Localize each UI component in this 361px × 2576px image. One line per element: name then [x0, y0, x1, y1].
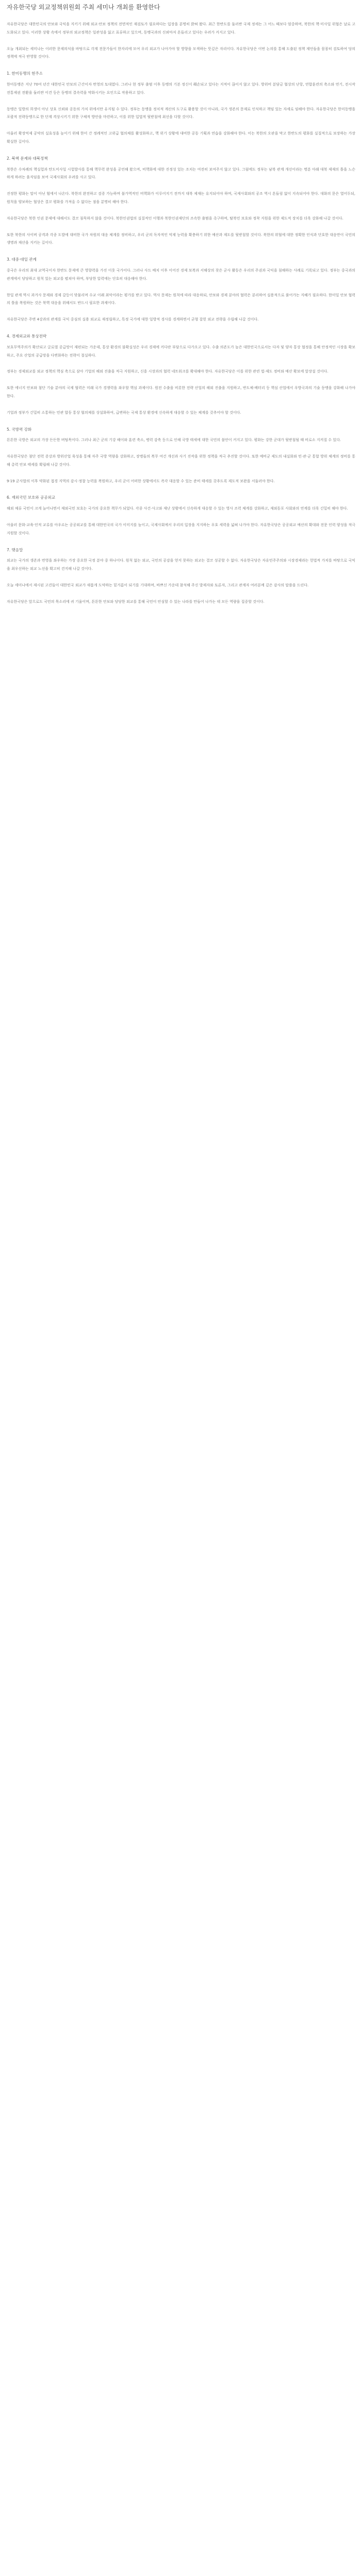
body-paragraph: 해외 체류 국민이 크게 늘어나면서 재외국민 보호는 국가의 중요한 책무가 되었다. 각종 사건·사고와 재난 상황에서 신속하게 대응할 수 있는 영사 조력 체계를 강화하고, 재외동포 사회와의 연계를 더욱 긴밀히 해야 한다.: [7, 506, 348, 511]
body-paragraph: 기업과 정부가 긴밀히 소통하는 민관 합동 통상 협의체를 상설화하여, 급변하는 국제 통상 환경에 신속하게 대응할 수 있는 체계를 갖추어야 할 것이다.: [7, 410, 241, 415]
body-paragraph: 중국은 우리의 최대 교역국이자 한반도 문제에 큰 영향력을 가진 이웃 국가이다. 그러나 사드 배치 이후 이어진 경제 보복과 서해상의 잦은 군사 활동은 우리의 주권과 국익을 침해하는 사례로 기록되고 있다. 정부는 중국과의 관계에서 당당하고 원칙 있는 외교를 펼쳐야 하며, 부당한 압력에는 단호히 대응해야 한다.: [7, 268, 355, 281]
document-title: 자유한국당 외교정책위원회 주최 세미나 개최를 환영한다: [7, 4, 160, 11]
document-section: [7, 332, 355, 417]
document-section: [7, 70, 355, 146]
section-heading: 1. 한미동맹의 현주소: [7, 71, 43, 76]
document-section: [7, 494, 355, 537]
document-section: [7, 155, 355, 247]
section-heading: 6. 재외국민 보호와 공공외교: [7, 495, 56, 500]
body-paragraph: 한일 관계 역시 과거사 문제와 경제 갈등이 맞물리며 수교 이래 최악이라는 평가를 받고 있다. 역사 문제는 원칙에 따라 대응하되, 안보와 경제 분야의 협력은 분리하여 실용적으로 풀어가는 지혜가 필요하다. 한미일 안보 협력의 틀을 복원하는 것은 북핵 대응을 위해서도 반드시 필요한 과제이다.: [7, 293, 355, 306]
document-section: [7, 21, 355, 61]
body-paragraph: 보호무역주의가 확산되고 글로벌 공급망이 재편되는 가운데, 통상 환경의 불확실성은 우리 경제에 커다란 부담으로 다가오고 있다. 수출 의존도가 높은 대한민국으로서는 다자 및 양자 통상 협정을 통해 안정적인 시장을 확보하고, 주요 산업의 공급망을 다변화하는 전략이 절실하다.: [7, 345, 355, 358]
body-paragraph: 자유한국당은 북한 인권 문제에 대해서도 결코 침묵하지 않을 것이다. 북한인권법의 실질적인 이행과 북한인권재단의 조속한 출범을 촉구하며, 탈북민 보호와 정착 지원을 위한 제도적 장치를 더욱 강화해 나갈 것이다.: [7, 216, 343, 221]
body-paragraph: 정부는 경제외교를 외교 정책의 핵심 축으로 삼아 기업의 해외 진출을 적극 지원하고, 신흥 시장과의 협력 네트워크를 확대해야 한다. 자유한국당은 이를 위한 관련 법·제도 정비와 예산 확보에 앞장설 것이다.: [7, 369, 329, 374]
section-heading: 3. 대중·대일 관계: [7, 257, 37, 262]
document-body: [7, 21, 355, 2576]
body-paragraph: 자유한국당은 주변 4강과의 관계를 국익 중심의 실용 외교로 재정립하고, 특정 국가에 대한 일방적 경사를 경계하면서 균형 잡힌 외교 전략을 수립해 나갈 것이다.: [7, 317, 259, 322]
body-paragraph: 진정한 평화는 말이 아닌 힘에서 나온다. 북한의 완전하고 검증 가능하며 불가역적인 비핵화가 이루어지기 전까지 대북 제재는 유지되어야 하며, 국제사회와의 공조 역시 흔들림 없이 지속되어야 한다. 대화의 문은 열어두되, 원칙을 양보하는 협상은 결코 평화를 가져올 수 없다는 점을 분명히 해야 한다.: [7, 192, 355, 204]
body-paragraph: 동맹은 일방의 희생이 아닌 상호 신뢰와 공동의 가치 위에서만 유지될 수 있다. 정부는 동맹을 정치적 계산의 도구로 활용할 것이 아니라, 국가 생존의 문제로 인식하고 책임 있는 자세로 임해야 한다. 자유한국당은 한미동맹을 포괄적 전략동맹으로 한 단계 격상시키기 위한 구체적 방안을 마련하고, 이를 위한 입법적 뒷받침에 최선을 다할 것이다.: [7, 107, 355, 120]
body-paragraph: 오늘 개최되는 세미나는 이러한 문제의식을 바탕으로 각계 전문가들이 한자리에 모여 우리 외교가 나아가야 할 방향을 모색하는 뜻깊은 자리이다. 자유한국당은 이번 논의를 통해 도출된 정책 제언들을 꼼꼼히 검토하여 당의 정책에 적극 반영할 것이다.: [7, 46, 355, 59]
body-paragraph: 외교는 국가의 생존과 번영을 좌우하는 가장 중요한 국정 분야 중 하나이다. 원칙 없는 외교, 국민의 공감을 얻지 못하는 외교는 결코 성공할 수 없다. 자유한국당은 자유민주주의와 시장경제라는 헌법적 가치를 바탕으로 국익을 최우선하는 외교 노선을 확고히 견지해 나갈 것이다.: [7, 558, 355, 571]
body-paragraph: 또한 북한의 사이버 공격과 각종 도발에 대비한 국가 차원의 대응 체계를 정비하고, 우리 군의 독자적인 억제 능력을 확충하기 위한 예산과 제도를 뒷받침할 것이다. 북한의 위협에 대한 정확한 인식과 단호한 대응만이 국민의 생명과 재산을 지키는 길이다.: [7, 232, 355, 245]
document-section: [7, 256, 355, 324]
section-heading: 2. 북핵 문제와 대북정책: [7, 156, 48, 161]
body-paragraph: 오늘 세미나에서 제시된 고견들이 대한민국 외교가 새롭게 도약하는 밑거름이 되기를 기대하며, 바쁘신 가운데 참석해 주신 발제자와 토론자, 그리고 관계자 여러분께 깊은 감사의 말씀을 드린다.: [7, 583, 309, 588]
section-heading: 4. 경제외교와 통상전략: [7, 333, 47, 338]
document-section: [7, 546, 355, 606]
body-paragraph: 또한 에너지 안보와 첨단 기술 분야의 국제 협력은 미래 국가 경쟁력을 좌우할 핵심 과제이다. 원전 수출을 비롯한 전략 산업의 해외 진출을 지원하고, 반도체·배터리 등 핵심 산업에서 우방국과의 기술 동맹을 강화해 나가야 한다.: [7, 386, 355, 398]
section-heading: 5. 국방력 강화: [7, 427, 32, 432]
body-paragraph: 자유한국당은 첨단 전력 증강과 방위산업 육성을 통해 자주 국방 역량을 강화하고, 장병들의 복무 여건 개선과 사기 진작을 위한 정책을 적극 추진할 것이다. 또한 예비군 제도의 내실화와 민·관·군 통합 방위 체계의 정비를 통해 총력 안보 태세를 확립해 나갈 것이다.: [7, 454, 355, 467]
body-paragraph: 한미동맹은 지난 70여 년간 대한민국 안보의 근간이자 번영의 토대였다. 그러나 현 정부 출범 이후 동맹의 기본 정신이 훼손되고 있다는 지적이 끊이지 않고 있다. 방위비 분담금 협상의 난항, 연합훈련의 축소와 연기, 전시작전통제권 전환을 둘러싼 이견 등은 동맹의 결속력을 약화시키는 요인으로 작용하고 있다.: [7, 82, 355, 95]
body-paragraph: 북한은 수차례의 핵실험과 탄도미사일 시험발사를 통해 핵무력 완성을 공언해 왔으며, 비핵화에 대한 진정성 있는 조치는 여전히 보여주지 않고 있다. 그럼에도 정부는 남북 관계 개선이라는 명분 아래 대북 제재의 틀을 느슨하게 하려는 움직임을 보여 국제사회의 우려를 사고 있다.: [7, 167, 355, 180]
body-paragraph: 아울러 확장억제 공약의 실효성을 높이기 위해 한미 간 정례적인 고위급 협의체를 활성화하고, 핵 위기 상황에 대비한 공동 기획과 연습을 강화해야 한다. 이는 북한의 오판을 막고 한반도의 평화를 실질적으로 보장하는 가장 확실한 길이다.: [7, 131, 355, 144]
body-paragraph: 튼튼한 국방은 외교의 가장 든든한 버팀목이다. 그러나 최근 군의 기강 해이와 훈련 축소, 병력 감축 등으로 인해 국방 태세에 대한 국민의 불안이 커지고 있다. 평화는 강한 군대가 뒷받침될 때 비로소 지켜질 수 있다.: [7, 438, 341, 443]
body-paragraph: 자유한국당은 대한민국의 안보와 국익을 지키기 위해 외교·안보 정책의 전면적인 재검토가 필요하다는 입장을 분명히 밝혀 왔다. 최근 한반도를 둘러싼 국제 정세는 그 어느 때보다 엄중하며, 북한의 핵·미사일 위협은 날로 고도화되고 있다. 이러한 상황 속에서 정부의 외교정책은 일관성을 잃고 표류하고 있으며, 동맹국과의 신뢰마저 흔들리고 있다는 우려가 커지고 있다.: [7, 22, 355, 35]
body-paragraph: 자유한국당은 앞으로도 국민의 목소리에 귀 기울이며, 튼튼한 안보와 당당한 외교를 통해 국민이 안심할 수 있는 나라를 만들어 나가는 데 모든 역량을 집중할 것이다.: [7, 599, 265, 604]
body-paragraph: 9·19 군사합의 이후 약화된 접경 지역의 감시·정찰 능력을 복원하고, 우리 군이 어떠한 상황에서도 즉각 대응할 수 있는 준비 태세를 갖추도록 제도적 보완을 서둘러야 한다.: [7, 479, 275, 483]
body-paragraph: 아울러 문화·교육·인적 교류를 아우르는 공공외교를 통해 대한민국의 국가 이미지를 높이고, 국제사회에서 우리의 입장을 지지하는 우호 세력을 넓혀 나가야 한다. 자유한국당은 공공외교 예산의 확대와 전문 인력 양성을 적극 지원할 것이다.: [7, 523, 355, 535]
section-heading: 7. 맺음말: [7, 547, 23, 552]
document-section: [7, 426, 355, 486]
